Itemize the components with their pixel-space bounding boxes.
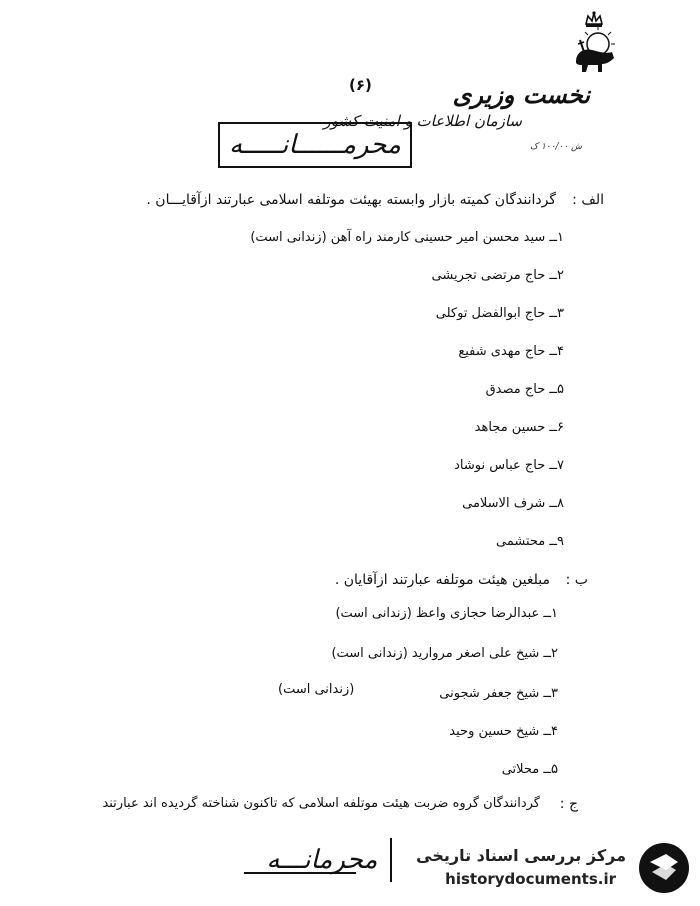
section-a-item: ۹ــ محتشمی (496, 534, 564, 549)
section-b-item: ۵ــ محلاتی (501, 762, 558, 777)
document-number: ش ۱۰۰/۰۰ ک (530, 142, 582, 152)
page-number: (۶) (349, 76, 372, 94)
historydocuments-logo-icon (636, 840, 692, 896)
classification-stamp-top: محرمــــــانـــــه (218, 122, 412, 168)
section-b-letter: ب : (565, 572, 588, 588)
section-a-item: ۶ــ حسین مجاهد (474, 420, 564, 435)
section-a-item: ۵ــ حاج مصدق (485, 382, 564, 397)
section-c-heading: گردانندگان گروه ضربت هیئت موتلفه اسلامی که تاکنون شناخته گردیده اند عبارتند (102, 796, 540, 811)
section-a-item: ۸ــ شرف الاسلامی (462, 496, 564, 511)
section-b-item3-note: (زندانی است) (278, 682, 355, 697)
section-a-heading: گردانندگان کمیته بازار وابسته بهیئت موتلفه اسلامی عبارتند ازآقایـــان . (146, 192, 556, 208)
section-b-item: ۳ــ شیخ جعفر شجونی (439, 686, 558, 701)
section-a-item: ۲ــ حاج مرتضی تجریشی (431, 268, 564, 283)
stamp-underline (244, 872, 356, 874)
section-a-item: ۱ــ سید محسن امیر حسینی کارمند راه آهن (زندانی است) (250, 230, 564, 245)
classification-stamp-bottom (238, 838, 406, 882)
section-b-item: ۲ــ شیخ علی اصغر مروارید (زندانی است) (331, 646, 558, 661)
section-b-item: ۱ــ عبدالرضا حجازی واعظ (زندانی است) (335, 606, 558, 621)
ministry-title: نخست وزیری (452, 80, 590, 109)
section-a-item: ۴ــ حاج مهدی شفیع (458, 344, 564, 359)
section-a-letter: الف : (572, 192, 604, 208)
stamp-bar (390, 838, 392, 882)
section-a-item: ۷ــ حاج عباس نوشاد (454, 458, 564, 473)
watermark-url: historydocuments.ir (445, 870, 616, 888)
watermark-title: مرکز بررسی اسناد تاریخی (416, 846, 626, 865)
section-a-item: ۳ــ حاج ابوالفضل توکلی (435, 306, 564, 321)
section-c-letter: ج : (559, 796, 578, 812)
section-b-item: ۴ــ شیخ حسین وحید (449, 724, 558, 739)
classification-stamp-bottom-text: محرمانـــه (266, 845, 378, 875)
lion-and-sun-emblem-icon (566, 10, 622, 84)
section-b-heading: مبلغین هیئت موتلفه عبارتند ازآقایان . (334, 572, 550, 588)
agency-title: سازمان اطلاعات و امنیت کشور (323, 112, 522, 130)
